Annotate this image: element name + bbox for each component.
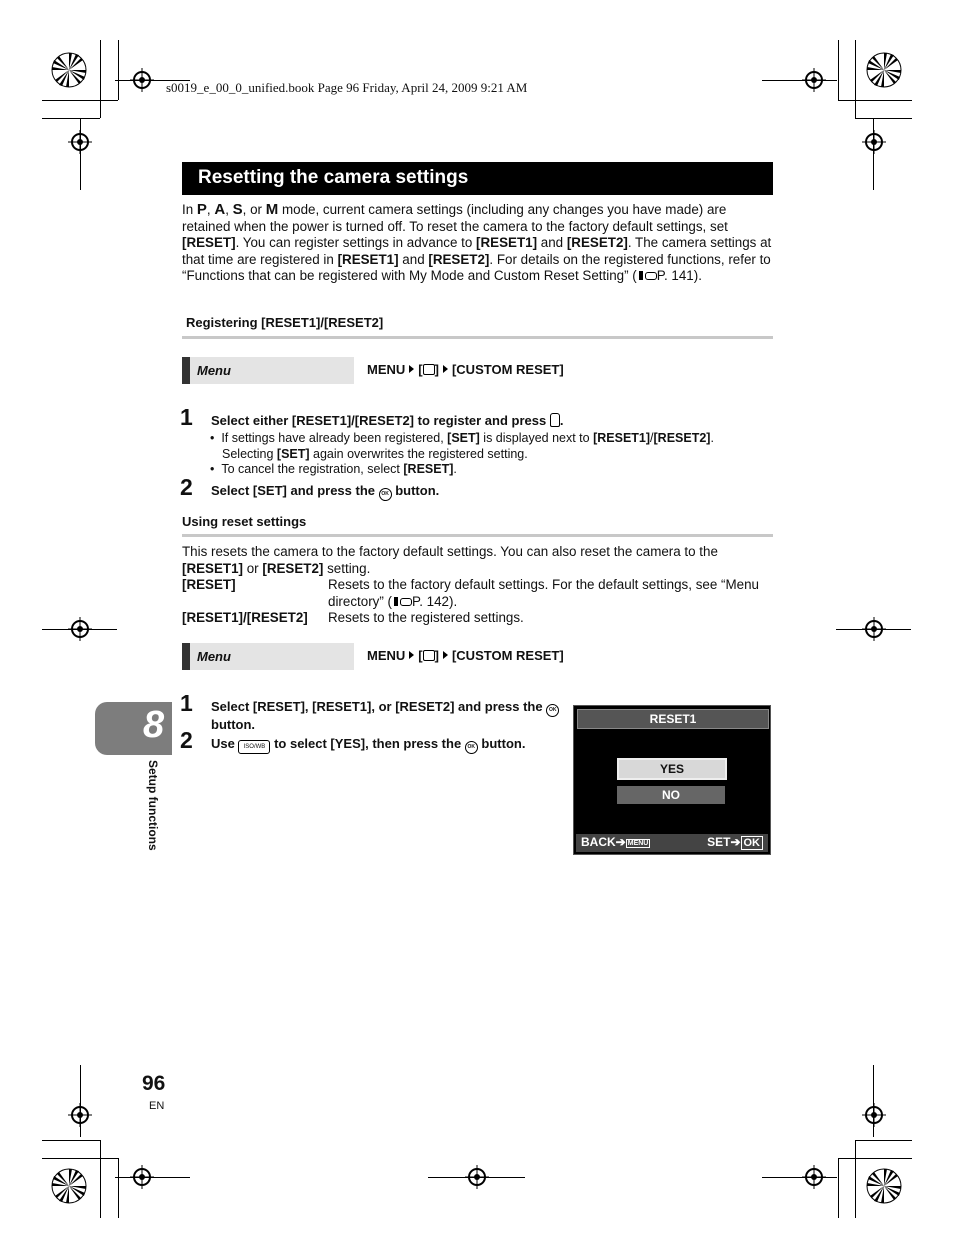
menu-word: MENU xyxy=(367,362,406,377)
crop-mark xyxy=(838,1158,839,1218)
step-text xyxy=(211,736,561,754)
iso-wb-button-icon: ISO/WB xyxy=(238,740,270,754)
step-number: 2 xyxy=(180,474,193,500)
text: P. 142). xyxy=(412,593,458,609)
back-label: BACK xyxy=(581,835,616,849)
crop-mark xyxy=(100,40,101,118)
page-reference-icon xyxy=(637,270,657,281)
menu-label-bar xyxy=(182,643,190,670)
text: P. 141). xyxy=(656,268,702,283)
crop-mark xyxy=(115,1177,190,1178)
menu-word: MENU xyxy=(367,648,406,663)
crop-mark xyxy=(838,1158,912,1159)
crop-mark xyxy=(855,1140,856,1218)
reset-term: [RESET] xyxy=(403,462,454,476)
crop-mark xyxy=(118,1158,119,1218)
step-number: 1 xyxy=(180,690,193,716)
step-text xyxy=(211,483,439,501)
text: . xyxy=(453,462,457,476)
crop-mark xyxy=(762,1177,837,1178)
page-language: EN xyxy=(149,1100,165,1112)
reset1-term: [RESET1] xyxy=(182,560,244,576)
star-target-icon xyxy=(866,52,902,88)
arrow-right-icon xyxy=(443,651,448,659)
bracket: [ xyxy=(418,648,423,663)
reset2-term: [RESET2] xyxy=(428,251,490,267)
crop-mark xyxy=(80,118,81,190)
reset-term: [RESET] xyxy=(182,235,236,250)
crop-mark xyxy=(428,1177,525,1178)
crop-mark xyxy=(42,629,117,630)
text: and xyxy=(537,235,567,250)
button-icon xyxy=(550,413,560,427)
mode-p: P xyxy=(196,201,207,218)
star-target-icon xyxy=(51,52,87,88)
heading-rule xyxy=(182,336,773,339)
text: to select [YES], then press the xyxy=(270,736,465,751)
text: , xyxy=(225,202,233,217)
text: Resets to the factory default settings. For the default settings, see “Menu directory” ( xyxy=(328,577,759,609)
registering-heading: Registering [RESET1]/[RESET2] xyxy=(186,315,384,330)
crop-mark xyxy=(855,118,912,119)
menu-label-box xyxy=(182,357,354,384)
bullet-item: • If settings have already been registered, [SET] is displayed next to [RESET1]/[RESET2]. xyxy=(210,431,714,445)
text: mode, current camera settings (including any changes you have made) are retained when the power is turned off. To reset the camera to the factory default settings, set xyxy=(182,202,728,234)
menu-label: Menu xyxy=(197,649,231,664)
reset2-term: [RESET2] xyxy=(653,431,711,445)
chapter-number: 8 xyxy=(143,704,165,746)
crop-mark xyxy=(118,40,119,100)
bullet-continuation xyxy=(222,447,528,463)
mode-m: M xyxy=(265,201,279,218)
page-reference-icon xyxy=(392,596,412,607)
text: . You can register settings in advance to xyxy=(235,235,477,250)
bracket: ] xyxy=(434,362,439,377)
registration-mark-icon xyxy=(862,130,886,154)
step-number: 1 xyxy=(180,404,193,430)
crop-mark xyxy=(42,1140,100,1141)
menu-label-bar xyxy=(182,357,190,384)
text: . The camera settings at that time are registered in xyxy=(182,235,772,267)
text: is displayed next to xyxy=(479,431,594,445)
no-option[interactable]: NO xyxy=(617,786,725,804)
camera-screen xyxy=(573,705,771,855)
set-label: SET xyxy=(707,835,731,849)
text: Select [SET] and press the xyxy=(211,483,379,498)
text: button. xyxy=(391,483,440,498)
chapter-label: Setup functions xyxy=(146,760,160,851)
crop-mark xyxy=(836,629,911,630)
intro-paragraph xyxy=(182,202,774,285)
crop-mark xyxy=(855,40,856,118)
screen-footer xyxy=(576,834,768,852)
crop-mark xyxy=(42,100,118,101)
reset1-term: [RESET1] xyxy=(337,251,399,267)
crop-mark xyxy=(838,40,839,100)
text: button. xyxy=(477,736,526,751)
file-info: s0019_e_00_0_unified.book Page 96 Friday, April 24, 2009 9:21 AM xyxy=(166,80,528,95)
menu-item: [CUSTOM RESET] xyxy=(451,362,564,377)
step-text xyxy=(211,699,561,734)
text: . For details on the registered functions, refer to “Functions that can be registered with My Mode and Custom Reset Setting” ( xyxy=(182,251,771,283)
page-number: 96 xyxy=(142,1072,166,1095)
text: Selecting xyxy=(222,447,277,461)
text: This resets the camera to the factory default settings. You can also reset the camera to the xyxy=(182,544,718,559)
bracket: ] xyxy=(434,648,439,663)
crop-mark xyxy=(873,118,874,190)
bracket: [ xyxy=(418,362,423,377)
menu-path xyxy=(367,648,564,663)
menu-label-box xyxy=(182,643,354,670)
screen-title: RESET1 xyxy=(577,709,769,729)
heading-rule xyxy=(182,534,773,537)
ok-button-icon: OK xyxy=(379,488,392,501)
text: In xyxy=(182,202,197,217)
step-text xyxy=(211,413,563,430)
crop-mark xyxy=(855,1140,912,1141)
text: Select [RESET], [RESET1], or [RESET2] and press the xyxy=(211,699,547,714)
menu-button-icon: MENU xyxy=(627,840,649,847)
crop-mark xyxy=(762,80,837,81)
text: Use xyxy=(211,736,239,751)
definition-term: [RESET] xyxy=(182,577,236,592)
using-paragraph xyxy=(182,544,774,577)
definition-desc: Resets to the registered settings. xyxy=(328,610,524,625)
bullet-item: • To cancel the registration, select [RESET]. xyxy=(210,462,457,476)
reset2-term: [RESET2] xyxy=(566,235,628,250)
star-target-icon xyxy=(51,1168,87,1204)
text: , xyxy=(206,202,215,217)
menu-path xyxy=(367,362,564,377)
text: , or xyxy=(242,202,266,217)
step-number: 2 xyxy=(180,727,193,753)
ok-button-icon: OK xyxy=(741,836,764,850)
text: setting. xyxy=(323,560,371,576)
text: To cancel the registration, select xyxy=(221,462,404,476)
reset2-term: [RESET2] xyxy=(262,560,324,576)
set-hint: SET➔ OK xyxy=(707,835,763,850)
text: / xyxy=(650,431,654,445)
crop-mark xyxy=(873,1065,874,1137)
reset1-term: [RESET1] xyxy=(593,431,651,445)
text: If settings have already been registered, xyxy=(221,431,448,445)
ok-button-icon: OK xyxy=(546,704,559,717)
reset1-term: [RESET1] xyxy=(476,235,538,250)
text: button. xyxy=(211,717,256,732)
set-term: [SET] xyxy=(276,447,310,461)
crop-mark xyxy=(42,1158,118,1159)
crop-mark xyxy=(80,1065,81,1137)
crop-mark xyxy=(100,1140,101,1218)
text: and xyxy=(398,251,429,267)
back-hint: BACK➔ MENU xyxy=(581,835,649,849)
custom-menu-icon xyxy=(423,364,435,375)
ok-button-icon: OK xyxy=(465,741,478,754)
star-target-icon xyxy=(866,1168,902,1204)
crop-mark xyxy=(838,100,912,101)
registration-mark-icon xyxy=(862,1103,886,1127)
menu-label: Menu xyxy=(197,363,231,378)
text: . xyxy=(710,431,714,445)
text: or xyxy=(243,560,263,576)
definition-desc xyxy=(328,577,768,610)
arrow-right-icon xyxy=(443,365,448,373)
section-title: Resetting the camera settings xyxy=(198,167,469,188)
custom-menu-icon xyxy=(423,650,435,661)
arrow-right-icon xyxy=(409,365,414,373)
crop-mark xyxy=(42,118,100,119)
text: . xyxy=(559,413,564,428)
mode-a: A xyxy=(214,201,226,218)
definition-term: [RESET1]/[RESET2] xyxy=(182,610,308,625)
yes-option[interactable]: YES xyxy=(617,758,727,780)
arrow-right-icon xyxy=(409,651,414,659)
using-heading: Using reset settings xyxy=(182,514,307,529)
mode-s: S xyxy=(232,201,243,218)
text: again overwrites the registered setting. xyxy=(309,447,528,461)
text: Select either [RESET1]/[RESET2] to register and press xyxy=(211,413,550,428)
menu-item: [CUSTOM RESET] xyxy=(451,648,564,663)
set-term: [SET] xyxy=(447,431,480,445)
